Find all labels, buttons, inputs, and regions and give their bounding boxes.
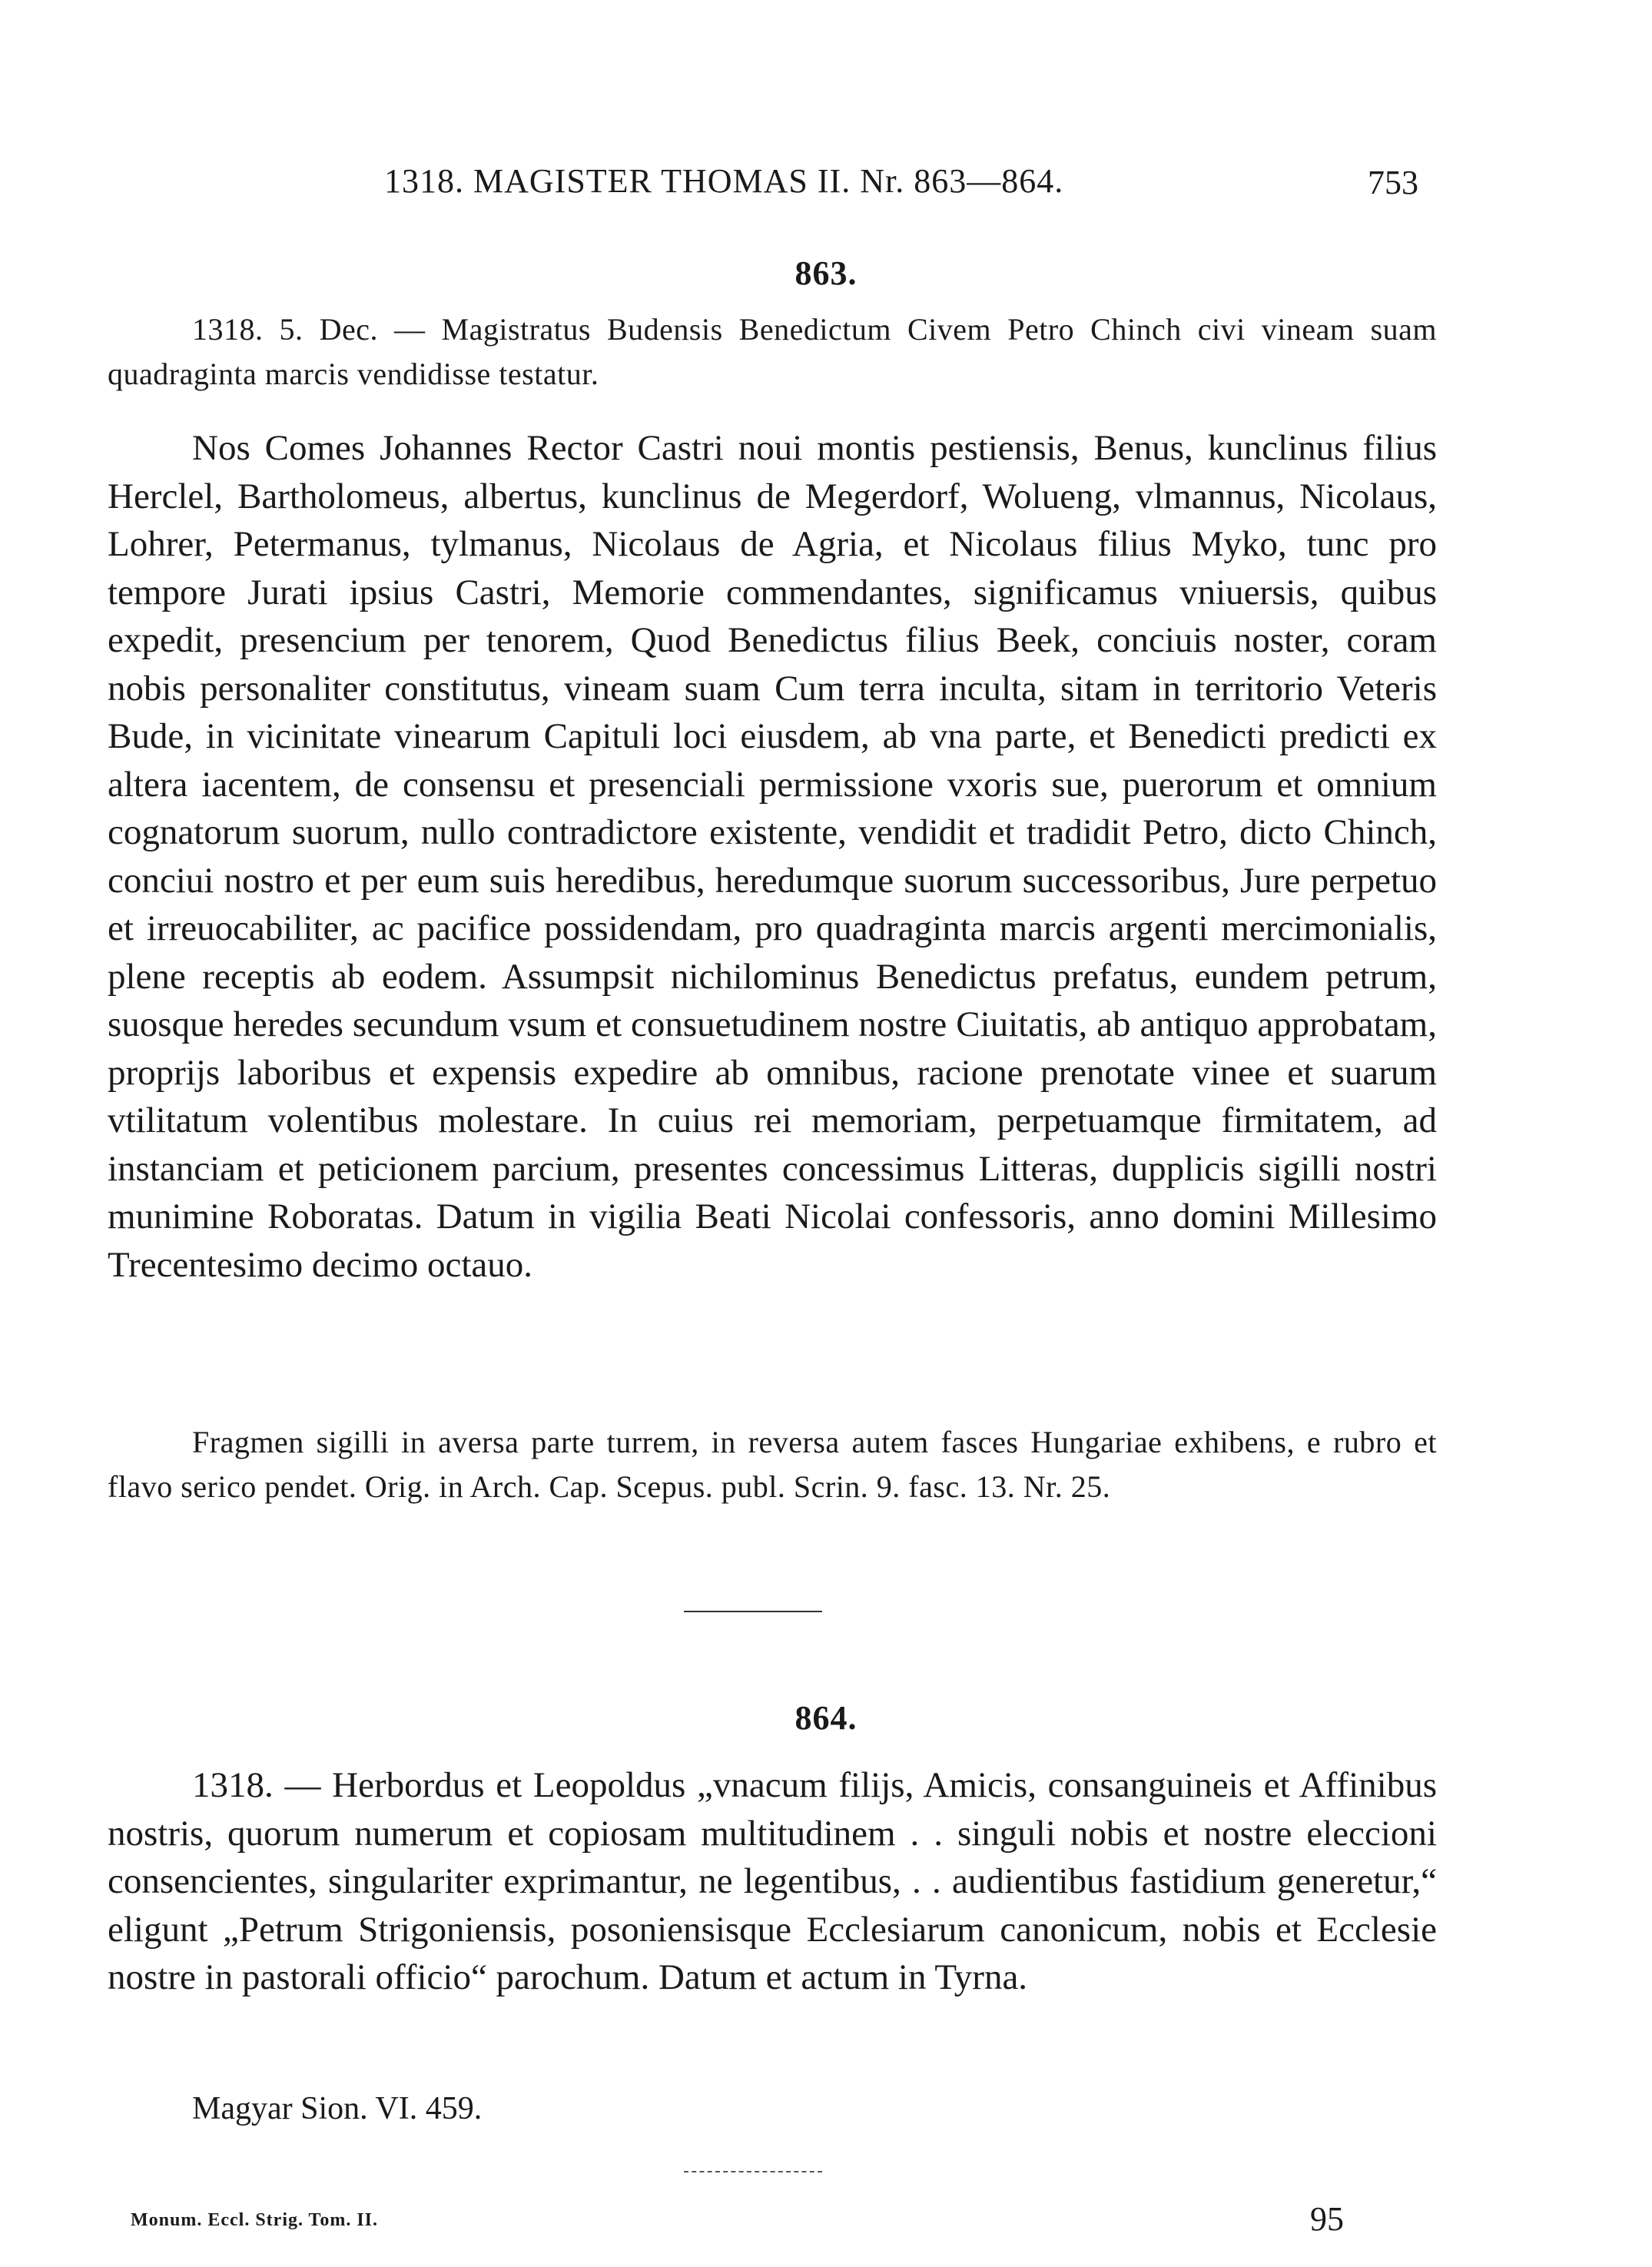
document-863-body: Nos Comes Johannes Rector Castri noui montis pestiensis, Benus, kunclinus filius Herclel, Bartholomeus, albertus, kunclinus de Megerdorf, Wolueng, vlmannus, Nicolaus, Lohrer, Petermanus, tylmanus, Nicolaus de Agria, et Nicolaus filius Myko, tunc pro tempore Jurati ipsius Castri, Memorie commendantes, significamus vniuersis, quibus expedit, presencium per tenorem, Quod Benedictus filius Beek, conciuis noster, coram nobis personaliter constitutus, vineam suam Cum terra inculta, sitam in territorio Veteris Bude, in vicinitate vinearum Capituli loci eiusdem, ab vna parte, et Benedicti predicti ex altera iacentem, de consensu et presenciali permissione vxoris sue, puerorum et omnium cognatorum suorum, nullo contradictore existente, vendidit et tradidit Petro, dicto Chinch, conciui nostro et per eum suis heredibus, heredumque suorum successoribus, Jure perpetuo et irreuocabiliter, ac pacifice possidendam, pro quadraginta marcis argenti mercimonialis, plene receptis ab eodem. Assumpsit nichilominus Benedictus prefatus, eundem petrum, suosque heredes secundum vsum et consuetudinem nostre Ciuitatis, ab antiquo approbatam, proprijs laboribus et expensis expedire ab omnibus, racione prenotate vinee et suarum vtilitatum volentibus molestare. In cuius rei memoriam, perpetuamque firmitatem, ad instanciam et peticionem parcium, presentes concessimus Litteras, dupplicis sigilli nostri munimine Roboratas. Datum in vigilia Beati Nicolai confessoris, anno domini Millesimo Trecentesimo decimo octauo. xyxy=(108,428,1437,1285)
end-divider xyxy=(684,2171,822,2172)
document-number-863: 863. xyxy=(794,254,858,292)
document-863-summary: 1318. 5. Dec. — Magistratus Budensis Benedictum Civem Petro Chinch civi vineam suam quadraginta marcis vendidisse testatur. xyxy=(108,312,1437,391)
document-number-864: 864. xyxy=(794,1699,858,1737)
document-864-source: Magyar Sion. VI. 459. xyxy=(192,2091,483,2126)
footer-sheet-number: 95 xyxy=(1310,2200,1344,2238)
document-864-body: 1318. — Herbordus et Leopoldus „vnacum filijs, Amicis, consanguineis et Affinibus nostris, quorum numerum et copiosam multitudinem . . singuli nobis et nostre eleccioni consencientes, singulariter exprimantur, ne legentibus, . . audientibus fastidium generetur,“ eligunt „Petrum Strigoniensis, posoniensisque Ecclesiarum canonicum, nobis et Ecclesie nostre in pastorali officio“ parochum. Datum et actum in Tyrna. xyxy=(108,1765,1437,1997)
footer-signature: Monum. Eccl. Strig. Tom. II. xyxy=(131,2210,379,2230)
document-863-note: Fragmen sigilli in aversa parte turrem, in reversa autem fasces Hungariae exhibens, e rubro et flavo serico pendet. Orig. in Arch. Cap. Scepus. publ. Scrin. 9. fasc. 13. Nr. 25. xyxy=(108,1425,1437,1504)
section-divider xyxy=(684,1611,822,1612)
page-number: 753 xyxy=(1368,164,1418,201)
running-title: 1318. MAGISTER THOMAS II. Nr. 863—864. xyxy=(384,162,1064,200)
